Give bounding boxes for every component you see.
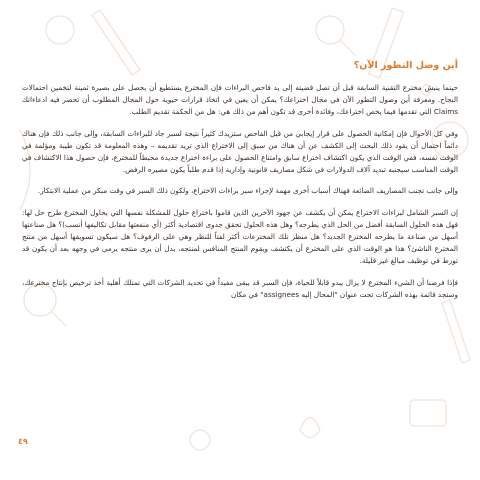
lightbulb-doodle-2 bbox=[300, 418, 320, 438]
paragraph-1: حينما ينبش مخترع التقنية السابقة قبل أن تصل قضيته إلى يد فاحص البراءات فإن المخترع يستطيع أن يحصل على بصيرة ثمينة لتخمين احتمالات النجاح. ومعرفة أين وصول التطور الآن في مجال اختراعك؟ يمكن أن يعين في اتخاذ قرارات حيوية حول المجال المطلوب أن تحصر فيه ادعاءاتك Claims التي تقدمها فيما يخص اختراعك، وفائدة أخرى قد تكون أهم من ذلك هي: هل من الحكمة تقديم الطلب. bbox=[22, 83, 458, 117]
article-body bbox=[22, 60, 458, 310]
box-doodle bbox=[410, 400, 446, 426]
paragraph-2: وفي كل الأحوال فإن إمكانية الحصول على قرار إيجابي من قبل الفاحص ستزيدك كثيراً نتيجة لسبر جاد للبراءات السابقة، وإلى جانب ذلك فإن هناك دائماً احتمال أن يقود ذلك البحث إلى الكشف عن أن هناك من سبق إلى الاختراع الذي تريد تقديمه – وهذه المعلومة قد تكون طيبة ومؤلمة في الوقت نفسه، ففي الوقت الذي يكون اكتشاف اختراع سابق وامتناع الحصول على براءة اختراع جديدة محبطاً للمخترع، فإن حصول هذا الاكتشاف في الوقت المناسب سيجنبه تبديد آلاف الدولارات في شكل مصاريف قانونية وإدارية إذا قدم طلباً يكون مصيره الرفض. bbox=[22, 128, 458, 175]
paragraph-3: وإلى جانب تجنب المصاريف الضائعة فهناك أسباب أخرى مهمة لإجراء سبر براءات الاختراع، ولكون ذلك السبر في وقت مبكر من عملية الابتكار. bbox=[37, 186, 458, 196]
dot-doodle bbox=[190, 430, 210, 450]
paragraph-5: فإذا فرضنا أن الشيء المخترع لا يزال يبدو قابلاً للحياة، فإن السبر قد يبقى مفيداً في تحديد الشركات التي تمتلك أهلية أخذ ترخيص بإنتاج مخترعك، وستجد قائمة بهذه الشركات تحت عنوان "المحال إليه assignees" في مكان bbox=[22, 277, 458, 299]
page-number: ٤٩ bbox=[18, 437, 28, 446]
lightbulb-doodle bbox=[46, 16, 74, 44]
paragraph-4: إن السبر الشامل لبراءات الاختراع يمكن أن يكشف عن جهود الآخرين الذين قاموا باختراع حلول للمشكلة نفسها التي يحاول المخترع طرح حل لها: فهل هذه الحلول السابقة أفضل من الحل الذي يطرحه؟ وهل هذه الحلول تحقق جدوى اقتصادية أكثر (أي منفعتها مقابل تكاليفها أنسب)؟ هل صناعتها أسهل من صناعة ما يطرحه المخترع الجديد؟ هل منظر تلك المخترعات أكثر لفتاً للنظر وهي على الرفوف؟ هل سيكون تسويقها أسهل من منتج المخترع الناشئ؟ هذا هو الوقت الذي على المخترع أن يكتشف ويقوم المنتج المنافس لمنتجه، بدل أن يرى منتجه يرمي في وجهه بعد أن يكون قد تورط في توظيف مبالغ غير قليلة. bbox=[22, 207, 458, 266]
section-heading: أين وصل التطور الآن؟ bbox=[353, 60, 458, 71]
magnifier-doodle bbox=[316, 16, 344, 44]
